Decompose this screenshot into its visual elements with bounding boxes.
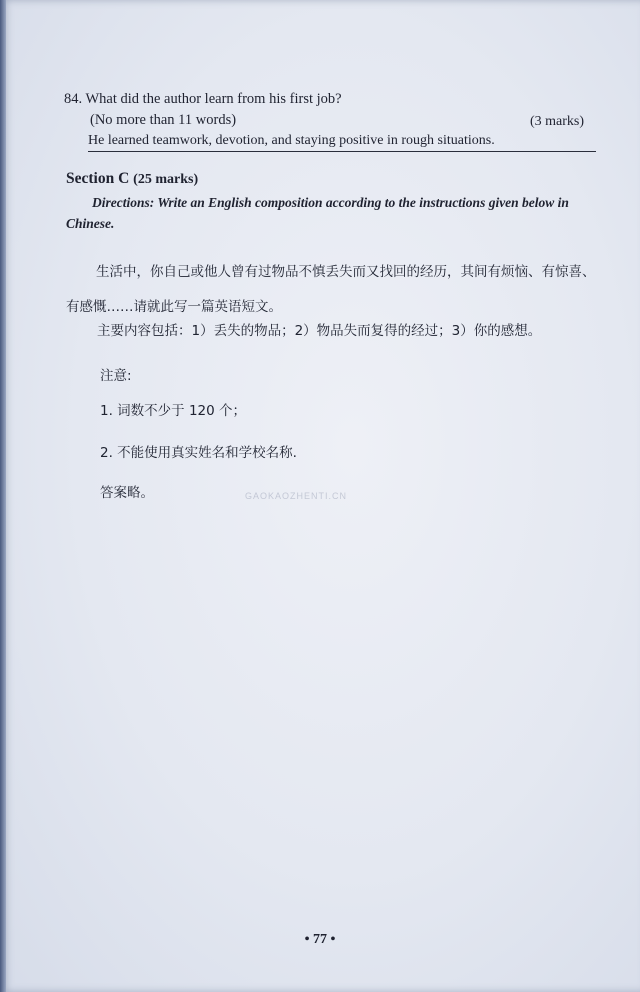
question-84-answer: He learned teamwork, devotion, and staying positive in rough situations. [88, 133, 596, 152]
section-c-marks: (25 marks) [133, 172, 199, 187]
note-label: 注意: [100, 368, 132, 384]
question-84-text: 84. What did the author learn from his first job? [64, 91, 342, 107]
section-c-directions: Directions: Write an English composition according to the instructions given below in Chinese. [66, 195, 569, 231]
section-c-heading [66, 170, 198, 188]
content-points: 主要内容包括：1）丢失的物品；2）物品失而复得的经过；3）你的感想。 [97, 323, 542, 339]
question-84-marks: (3 marks) [530, 114, 585, 129]
page-binding-edge [0, 0, 6, 992]
section-c-title: Section C [66, 170, 130, 187]
composition-prompt: 生活中，你自己或他人曾有过物品不慎丢失而又找回的经历，其间有烦恼、有惊喜、有感慨……请就此写一篇英语短文。 [66, 264, 596, 315]
question-84-word-limit: (No more than 11 words) [90, 112, 237, 128]
page-number: • 77 • [304, 932, 336, 947]
rule-no-real-names: 2. 不能使用真实姓名和学校名称. [100, 445, 297, 461]
rule-word-count: 1. 词数不少于 120 个； [100, 403, 247, 419]
watermark-logo: GAOKAOZHENTI.CN [245, 491, 348, 501]
answer-omitted: 答案略。 [100, 485, 154, 501]
